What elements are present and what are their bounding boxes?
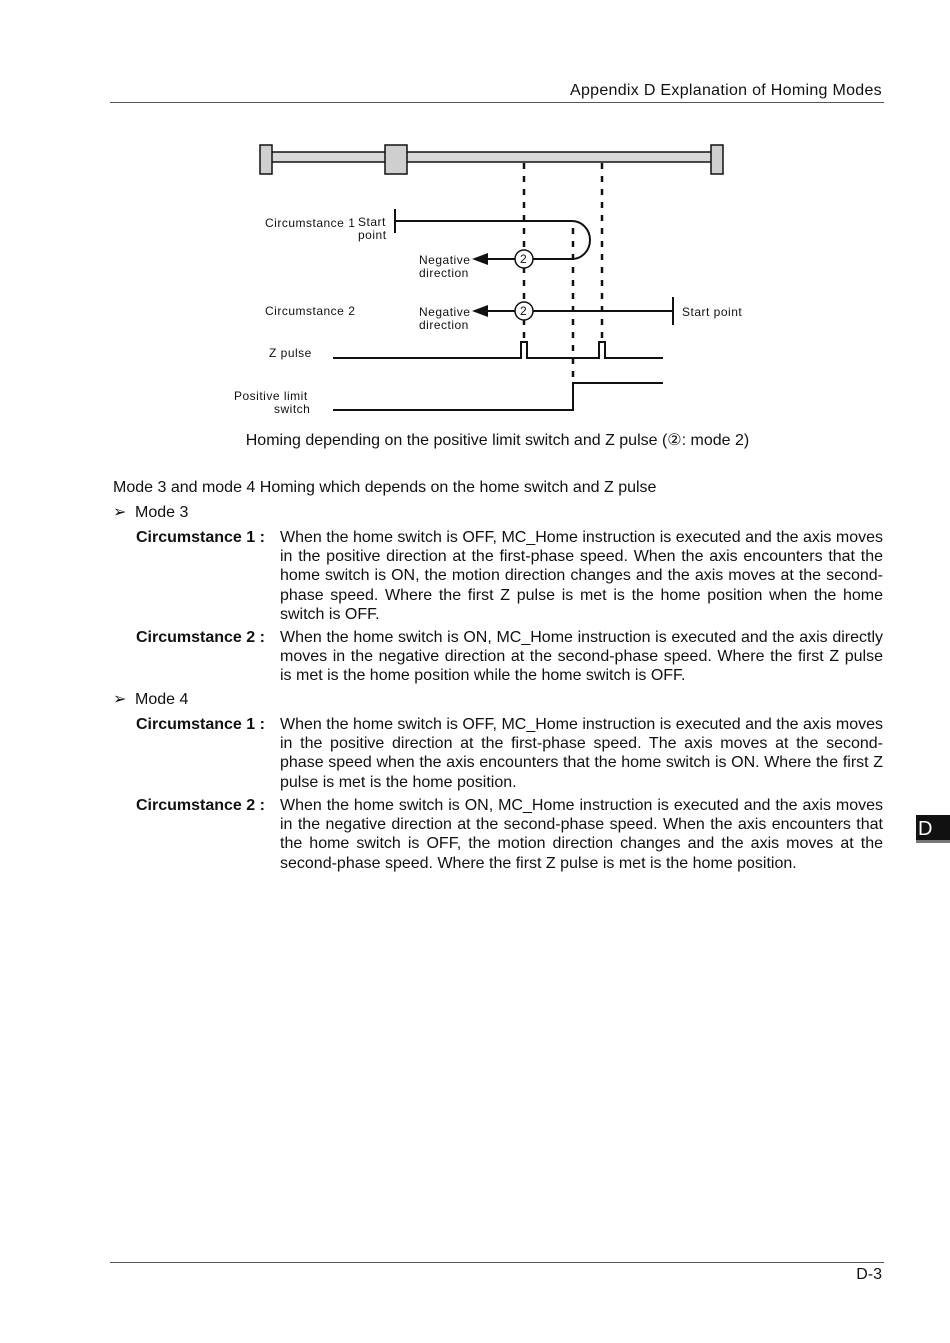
circumstance-label: Circumstance 1 : [136, 716, 265, 733]
start-point-label-2: point [358, 228, 387, 242]
page-number: D-3 [856, 1266, 882, 1283]
start-point-label-1: Start [358, 215, 386, 229]
section-intro: Mode 3 and mode 4 Homing which depends on the home switch and Z pulse [113, 479, 657, 496]
mode-3-heading [113, 502, 188, 522]
footer-divider [110, 1262, 884, 1263]
mode-title: Mode 4 [135, 691, 189, 708]
header-title: Appendix D Explanation of Homing Modes [569, 82, 882, 99]
left-end-block [260, 145, 272, 174]
circumstance-text: When the home switch is ON, MC_Home instruction is executed and the axis directly moves in the negative direction at the second-phase speed. Where the first Z pulse is met is the home position while the home switch is OFF. [280, 629, 883, 685]
arrow-head-icon [472, 305, 488, 317]
bullet-arrow-icon: ➢ [113, 691, 127, 708]
z-pulse-label: Z pulse [269, 346, 312, 360]
bullet-arrow-icon: ➢ [113, 504, 127, 521]
mode-3-circumstance-2 [136, 628, 883, 686]
axis-rail [270, 152, 712, 162]
positive-limit-label-2: switch [274, 402, 311, 416]
negative-direction-label-4: direction [419, 318, 469, 332]
negative-direction-label-2: direction [419, 266, 469, 280]
circumstance-label: Circumstance 2 : [136, 797, 265, 814]
mode-4-circumstance-2 [136, 796, 883, 873]
positive-limit-signal [333, 383, 663, 410]
appendix-side-tab: D [916, 815, 950, 843]
circumstance-text: When the home switch is ON, MC_Home instruction is executed and the axis moves in the negative direction at the second-phase speed. When the axis encounters that the home switch is OFF, the motion direction changes and the axis moves at the second-phase speed. Where the first Z pulse is met is the home position. [280, 797, 883, 872]
phase-marker-label: 2 [520, 252, 528, 266]
mode-title: Mode 3 [135, 504, 189, 521]
start-point-label: Start point [682, 305, 743, 319]
header-divider [110, 102, 884, 103]
circumstance-text: When the home switch is OFF, MC_Home instruction is executed and the axis moves in the positive direction at the first-phase speed. The axis moves at the second-phase speed when the axis encounters that the home switch is ON. Where the first Z pulse is met is the home position. [280, 716, 883, 791]
home-switch-block [385, 145, 407, 174]
mode-4-heading [113, 689, 188, 709]
phase-marker-label: 2 [520, 304, 528, 318]
mode-3-circumstance-1 [136, 528, 883, 624]
circumstance-label: Circumstance 2 : [136, 629, 265, 646]
mode-4-circumstance-1 [136, 715, 883, 792]
negative-direction-label-1: Negative [419, 253, 471, 267]
right-end-block [711, 145, 723, 174]
diagram-caption: Homing depending on the positive limit switch and Z pulse (②: mode 2) [245, 432, 750, 449]
negative-direction-label-3: Negative [419, 305, 471, 319]
circumstance1-label: Circumstance 1 [265, 216, 356, 230]
circumstance-label: Circumstance 1 : [136, 529, 265, 546]
circumstance2-label: Circumstance 2 [265, 304, 356, 318]
arrow-head-icon [472, 253, 488, 265]
positive-limit-label-1: Positive limit [234, 389, 308, 403]
homing-diagram [0, 130, 950, 430]
circumstance-text: When the home switch is OFF, MC_Home instruction is executed and the axis moves in the positive direction at the first-phase speed. When the axis encounters that the home switch is ON, the motion direction changes and the axis moves at the second-phase speed. Where the first Z pulse is met is the home position when the home switch is OFF. [280, 529, 883, 623]
z-pulse-signal [333, 342, 663, 358]
